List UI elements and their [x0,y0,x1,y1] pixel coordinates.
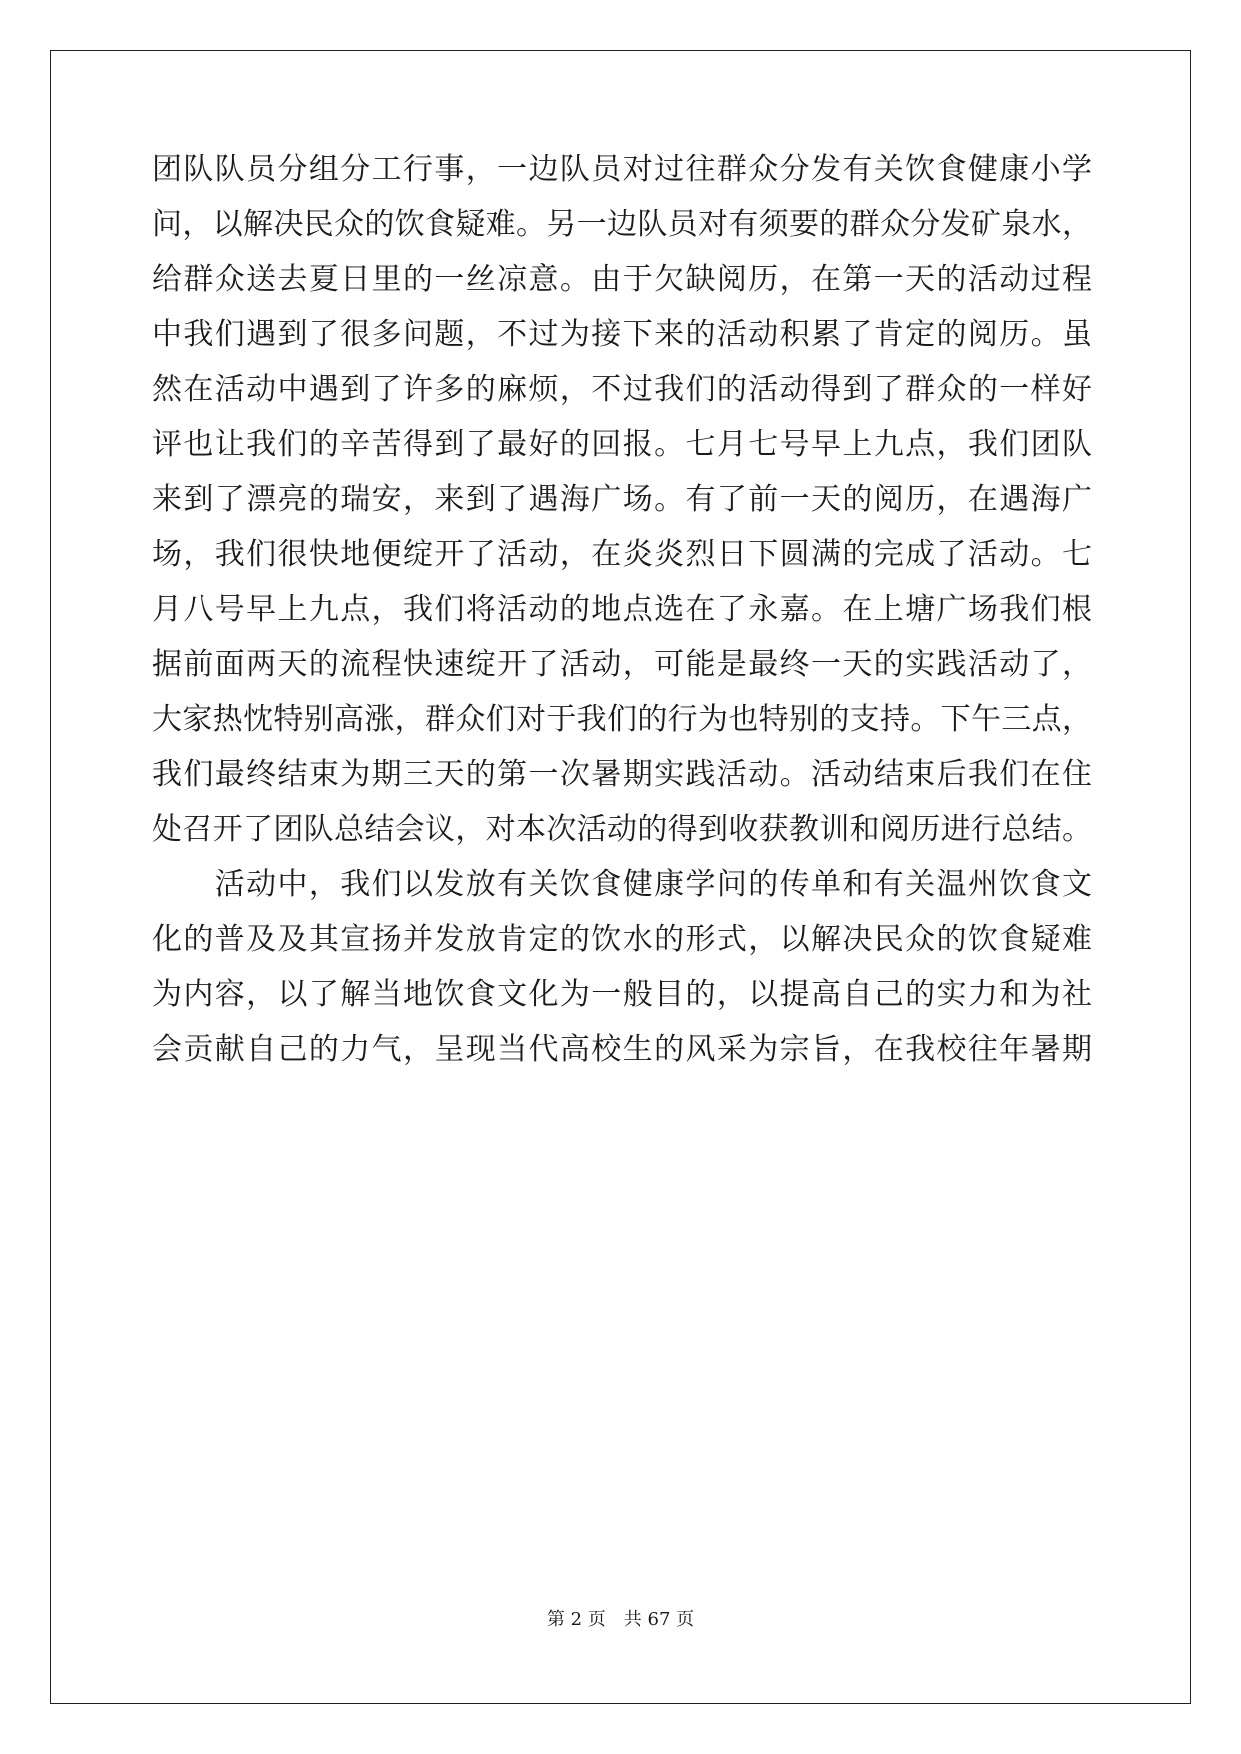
text-line: 处召开了团队总结会议，对本次活动的得到收获教训和阅历进行总结。 [152,812,1092,847]
text-line: 然在活动中遇到了许多的麻烦，不过我们的活动得到了群众的一样好 [152,372,1092,407]
text-line: 为内容，以了解当地饮食文化为一般目的，以提高自己的实力和为社 [152,977,1092,1012]
text-line: 评也让我们的辛苦得到了最好的回报。七月七号早上九点，我们团队 [152,427,1092,462]
page-footer [0,1605,1241,1631]
page-number-label: 第 2 页 共 67 页 [546,1609,695,1630]
text-line: 中我们遇到了很多问题，不过为接下来的活动积累了肯定的阅历。虽 [152,317,1092,352]
text-line: 给群众送去夏日里的一丝凉意。由于欠缺阅历，在第一天的活动过程 [152,262,1092,297]
text-line: 据前面两天的流程快速绽开了活动，可能是最终一天的实践活动了， [152,647,1092,682]
text-line: 来到了漂亮的瑞安，来到了遇海广场。有了前一天的阅历，在遇海广 [152,482,1092,517]
text-line: 场，我们很快地便绽开了活动，在炎炎烈日下圆满的完成了活动。七 [152,537,1092,572]
text-line: 活动中，我们以发放有关饮食健康学问的传单和有关温州饮食文 [152,867,1092,902]
text-line: 我们最终结束为期三天的第一次暑期实践活动。活动结束后我们在住 [152,757,1092,792]
text-line: 团队队员分组分工行事，一边队员对过往群众分发有关饮食健康小学 [152,152,1092,187]
text-line: 问，以解决民众的饮食疑难。另一边队员对有须要的群众分发矿泉水， [152,207,1092,242]
text-line: 会贡献自己的力气，呈现当代高校生的风采为宗旨，在我校往年暑期 [152,1032,1092,1067]
text-line: 月八号早上九点，我们将活动的地点选在了永嘉。在上塘广场我们根 [152,592,1092,627]
text-line: 大家热忱特别高涨，群众们对于我们的行为也特别的支持。下午三点， [152,702,1092,737]
text-line: 化的普及及其宣扬并发放肯定的饮水的形式，以解决民众的饮食疑难 [152,922,1092,957]
